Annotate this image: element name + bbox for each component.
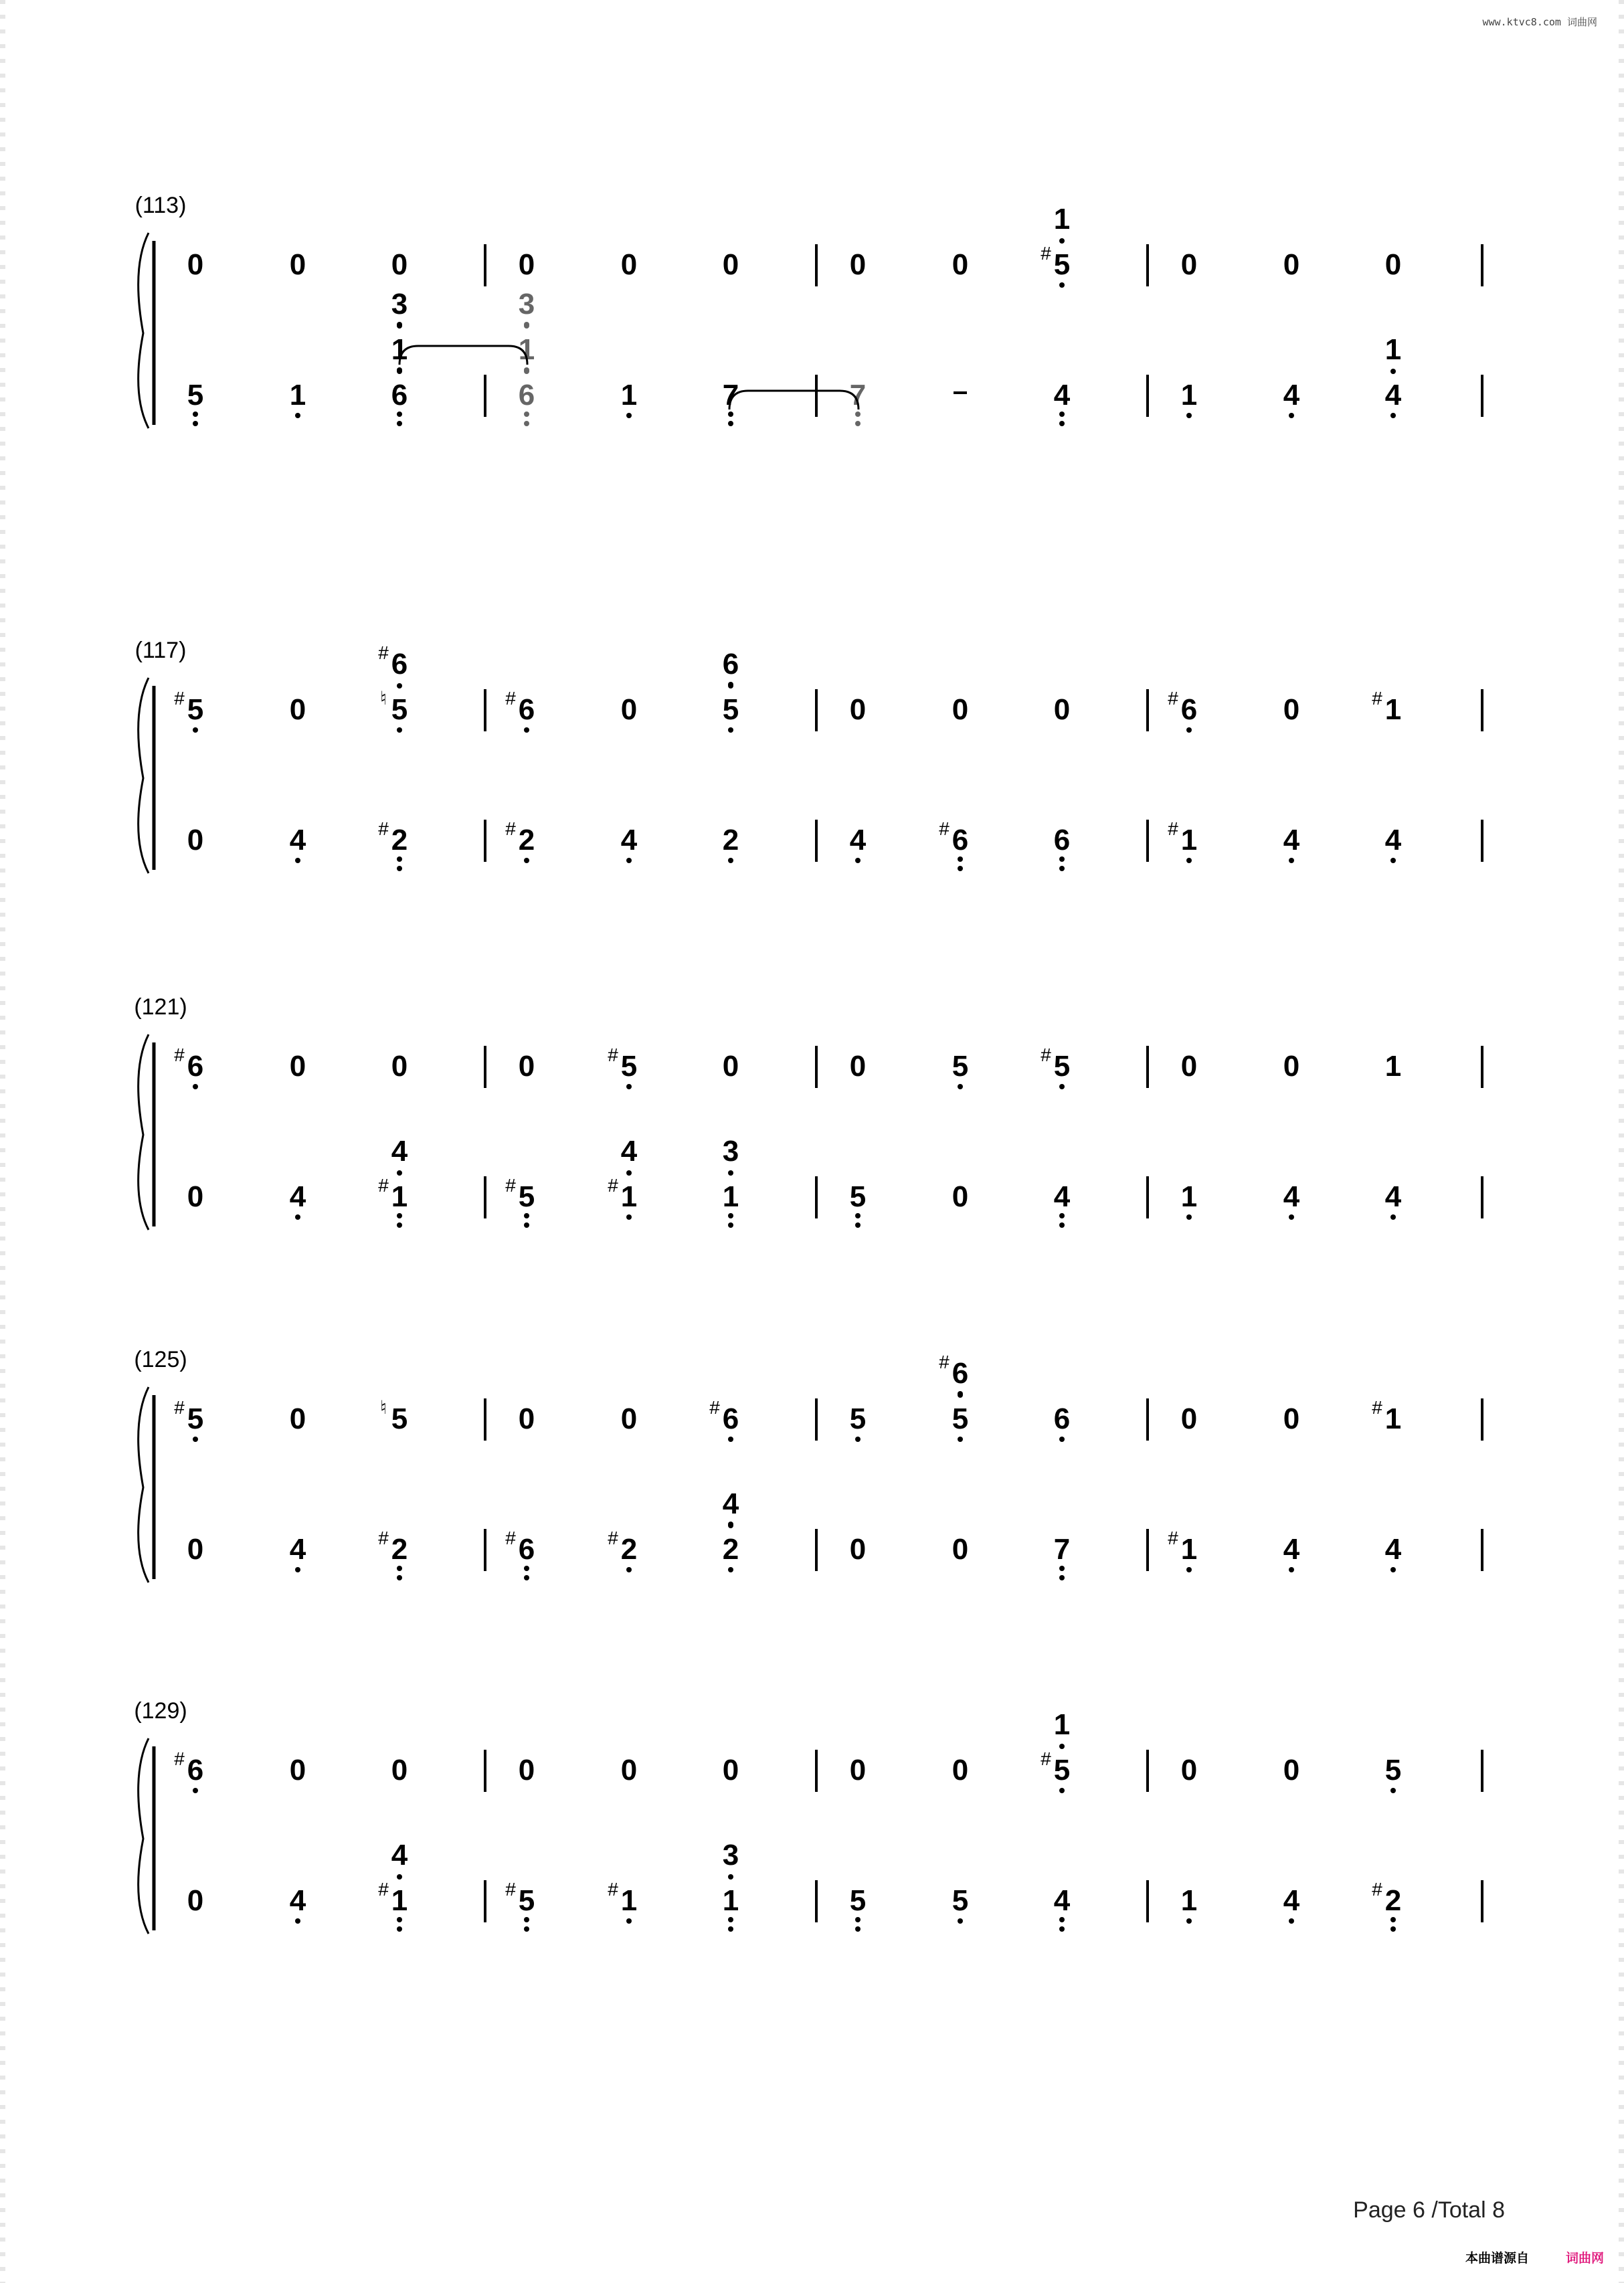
dot-below (1059, 866, 1065, 871)
upper-note-digit: 0 (518, 1050, 535, 1083)
upper-note-digit: 5 (722, 693, 739, 726)
lower-note-digit: 7 (849, 379, 867, 412)
dot-below (1059, 421, 1065, 426)
dot-below (626, 1084, 632, 1089)
accidental-mark: # (174, 1397, 185, 1418)
lower-note-digit: 4 (289, 824, 306, 856)
accidental-mark: # (378, 1879, 389, 1900)
lower-note-digit: 7 (722, 379, 739, 412)
dot-below (1059, 282, 1065, 288)
dot-below (295, 1567, 300, 1572)
upper-note-digit: 0 (1180, 248, 1198, 281)
dot-below (193, 412, 198, 417)
dot-below (1289, 413, 1294, 418)
dot-below (295, 413, 300, 418)
lower-note-digit: 3 (518, 288, 535, 321)
upper-note-digit: 0 (391, 248, 408, 281)
dot-below (295, 858, 300, 863)
lower-note-digit: 1 (1180, 1533, 1198, 1566)
lower-note-digit: 5 (849, 1180, 867, 1213)
lower-note-digit: 2 (391, 1533, 408, 1566)
upper-note-digit: 6 (722, 648, 739, 680)
upper-note-digit: 0 (620, 693, 638, 726)
upper-note-digit: 0 (849, 1050, 867, 1083)
dot-below (397, 727, 402, 733)
dot-below (397, 856, 402, 862)
dot-below (524, 1222, 529, 1228)
upper-note-digit: 0 (518, 1402, 535, 1435)
dot-below (1390, 858, 1396, 863)
lower-note-digit: 1 (620, 379, 638, 412)
accidental-mark: # (608, 1044, 618, 1065)
dot-below (397, 866, 402, 871)
upper-note-digit: 0 (289, 1754, 306, 1787)
dot-below (397, 1926, 402, 1932)
accidental-mark: # (1168, 688, 1178, 709)
lower-note-digit: 4 (1053, 379, 1071, 412)
upper-note-digit: 6 (391, 648, 408, 680)
footer-source-text: 本曲谱源自 (1465, 2252, 1530, 2266)
lower-note-digit: 1 (722, 1884, 739, 1917)
lower-note-digit: 0 (187, 1884, 204, 1917)
dot-above (1059, 238, 1065, 244)
upper-note-digit: 0 (1283, 693, 1300, 726)
lower-note-digit: 1 (391, 333, 408, 366)
accidental-mark: # (378, 1528, 389, 1548)
upper-note-digit: 0 (722, 1754, 739, 1787)
dot-below (1059, 856, 1065, 862)
accidental-mark: # (608, 1528, 618, 1548)
upper-note-digit: 6 (1180, 693, 1198, 726)
lower-note-digit: 6 (518, 1533, 535, 1566)
lower-note-digit: 2 (722, 824, 739, 856)
upper-note-digit: 0 (1384, 248, 1402, 281)
measure-number: (125) (134, 1347, 187, 1372)
upper-note-digit: 1 (1384, 1050, 1402, 1083)
lower-note-digit: 1 (1180, 379, 1198, 412)
dot-below (397, 1575, 402, 1580)
lower-note-digit: 4 (289, 1884, 306, 1917)
dot-above (728, 683, 733, 689)
upper-note-digit: 0 (518, 1754, 535, 1787)
dot-below (397, 1222, 402, 1228)
lower-note-digit: 5 (849, 1884, 867, 1917)
accidental-mark: # (174, 1748, 185, 1769)
upper-note-digit: 1 (1053, 1708, 1071, 1741)
accidental-mark: # (174, 688, 185, 709)
dot-below (1289, 1214, 1294, 1220)
dot-below (1186, 858, 1192, 863)
dot-below (728, 727, 733, 733)
site-url: www.ktvc8.com (1482, 16, 1561, 28)
upper-note-digit: 6 (518, 693, 535, 726)
dot-below (193, 1788, 198, 1793)
accidental-mark: # (939, 818, 950, 839)
dot-below (855, 1213, 861, 1218)
upper-note-digit: 0 (952, 248, 969, 281)
upper-note-digit: 0 (849, 693, 867, 726)
accidental-mark: # (939, 1352, 950, 1372)
dot-below (626, 858, 632, 863)
lower-note-digit: 2 (391, 824, 408, 856)
dot-below (1289, 1567, 1294, 1572)
accidental-mark: # (505, 1175, 516, 1196)
dot-below (855, 1437, 861, 1442)
lower-note-digit: 4 (391, 1839, 408, 1871)
dot-below (1059, 1788, 1065, 1793)
upper-note-digit: 1 (1384, 693, 1402, 726)
dot-below (524, 1566, 529, 1571)
accidental-mark: # (608, 1879, 618, 1900)
dot-above (397, 683, 402, 689)
dot-below (1059, 1575, 1065, 1580)
upper-note-digit: 0 (187, 248, 204, 281)
staff-brace (139, 1387, 149, 1582)
dot-below (1059, 1917, 1065, 1922)
lower-note-digit: 0 (187, 1180, 204, 1213)
dot-above (728, 1874, 733, 1880)
dot-above (524, 369, 529, 374)
dot-below (193, 421, 198, 426)
dot-below (1059, 1926, 1065, 1932)
dot-below (1390, 1788, 1396, 1793)
lower-note-digit: 4 (1283, 379, 1300, 412)
accidental-mark: # (1168, 1528, 1178, 1548)
accidental-mark: # (1168, 818, 1178, 839)
upper-note-digit: 1 (1384, 1402, 1402, 1435)
lower-note-digit: 0 (952, 1533, 969, 1566)
upper-note-digit: 0 (289, 248, 306, 281)
dot-above (397, 1170, 402, 1176)
dot-below (728, 1917, 733, 1922)
upper-note-digit: 0 (620, 1754, 638, 1787)
upper-note-digit: 0 (1180, 1402, 1198, 1435)
dot-below (1059, 1222, 1065, 1228)
lower-note-digit: 5 (187, 379, 204, 412)
upper-note-digit: 0 (1180, 1754, 1198, 1787)
dot-below (397, 1917, 402, 1922)
dot-below (397, 412, 402, 417)
dot-below (524, 412, 529, 417)
accidental-mark: # (1041, 1044, 1051, 1065)
measure-number: (117) (134, 638, 187, 663)
dot-below (1390, 1214, 1396, 1220)
lower-note-digit: 1 (391, 1884, 408, 1917)
lower-note-digit: 4 (289, 1533, 306, 1566)
lower-note-digit: 1 (391, 1180, 408, 1213)
upper-note-digit: 0 (1283, 1050, 1300, 1083)
dot-below (1390, 1926, 1396, 1932)
upper-note-digit: 5 (849, 1402, 867, 1435)
lower-note-digit: 0 (187, 824, 204, 856)
upper-note-digit: 0 (952, 1754, 969, 1787)
upper-note-digit: 0 (289, 1402, 306, 1435)
upper-note-digit: 0 (1283, 1402, 1300, 1435)
dot-below (855, 1926, 861, 1932)
upper-note-digit: 0 (391, 1754, 408, 1787)
upper-note-digit: 5 (1053, 1050, 1071, 1083)
dot-below (1059, 1213, 1065, 1218)
dot-below (626, 413, 632, 418)
dot-below (855, 1917, 861, 1922)
dot-below (524, 1213, 529, 1218)
lower-note-digit: 5 (518, 1884, 535, 1917)
upper-note-digit: 5 (391, 1402, 408, 1435)
lower-note-digit: 3 (391, 288, 408, 321)
accidental-mark: # (608, 1175, 618, 1196)
lower-note-digit: 0 (849, 1533, 867, 1566)
upper-note-digit: 0 (1053, 693, 1071, 726)
accidental-mark: # (505, 1879, 516, 1900)
lower-note-digit: 1 (518, 333, 535, 366)
dot-below (524, 1926, 529, 1932)
lower-note-digit: 4 (849, 824, 867, 856)
dot-below (295, 1214, 300, 1220)
lower-note-digit: 4 (289, 1180, 306, 1213)
upper-note-digit: 5 (1053, 248, 1071, 281)
site-brand: 词曲网 (1566, 16, 1597, 28)
upper-note-digit: 0 (849, 1754, 867, 1787)
lower-note-digit: 0 (952, 1180, 969, 1213)
lower-note-digit: 1 (1180, 1884, 1198, 1917)
dot-below (958, 1918, 963, 1924)
upper-note-digit: 0 (518, 248, 535, 281)
upper-note-digit: 1 (1053, 203, 1071, 236)
dot-below (728, 1567, 733, 1572)
dot-below (626, 1918, 632, 1924)
upper-note-digit: 0 (722, 248, 739, 281)
upper-note-digit: 0 (1283, 1754, 1300, 1787)
dot-above (728, 1523, 733, 1528)
dot-below (958, 1084, 963, 1089)
lower-note-digit: 5 (518, 1180, 535, 1213)
dot-below (1390, 413, 1396, 418)
upper-note-digit: 5 (620, 1050, 638, 1083)
dot-below (855, 1222, 861, 1228)
upper-note-digit: 5 (391, 693, 408, 726)
lower-note-digit: 1 (1384, 333, 1402, 366)
dot-below (1186, 1567, 1192, 1572)
dot-below (397, 1213, 402, 1218)
staff-brace (139, 1034, 149, 1230)
lower-note-digit: 4 (1283, 1533, 1300, 1566)
accidental-mark: # (1041, 1748, 1051, 1769)
lower-note-digit: 1 (1180, 824, 1198, 856)
dot-below (1186, 413, 1192, 418)
dot-above (958, 1392, 963, 1398)
dot-above (524, 323, 529, 329)
accidental-mark: # (1372, 1397, 1382, 1418)
lower-note-digit: 6 (952, 824, 969, 856)
accidental-mark: # (505, 1528, 516, 1548)
dot-below (524, 1917, 529, 1922)
lower-note-digit: 4 (1283, 1884, 1300, 1917)
dot-below (1186, 727, 1192, 733)
dot-below (1186, 1918, 1192, 1924)
dot-below (855, 858, 861, 863)
lower-note-digit: 2 (1384, 1884, 1402, 1917)
accidental-mark: # (505, 688, 516, 709)
footer-brand: 词曲网 (1566, 2252, 1605, 2266)
accidental-mark: # (378, 642, 389, 663)
lower-note-digit: 5 (952, 1884, 969, 1917)
lower-note-digit: 4 (1283, 824, 1300, 856)
dot-above (626, 1170, 632, 1176)
accidental-mark: # (378, 1175, 389, 1196)
dot-below (626, 1567, 632, 1572)
lower-note-digit: 4 (1053, 1180, 1071, 1213)
dot-below (524, 421, 529, 426)
page-number: Page 6 /Total 8 (1353, 2197, 1505, 2223)
dot-below (524, 727, 529, 733)
accidental-mark: # (378, 818, 389, 839)
dot-below (626, 1214, 632, 1220)
upper-note-digit: 5 (1384, 1754, 1402, 1787)
dot-below (1390, 1567, 1396, 1572)
lower-note-digit: 1 (620, 1884, 638, 1917)
lower-note-digit: 4 (1384, 379, 1402, 412)
upper-note-digit: 5 (952, 1050, 969, 1083)
accidental-mark: # (709, 1397, 720, 1418)
accidental-mark: # (1372, 1879, 1382, 1900)
lower-note-digit: 4 (620, 1135, 638, 1168)
dot-below (524, 1575, 529, 1580)
lower-note-digit: 2 (620, 1533, 638, 1566)
lower-note-digit: 1 (722, 1180, 739, 1213)
dot-below (1186, 1214, 1192, 1220)
upper-note-digit: 0 (391, 1050, 408, 1083)
upper-note-digit: 0 (1180, 1050, 1198, 1083)
lower-note-digit: 4 (1384, 1533, 1402, 1566)
lower-note-digit: 6 (518, 379, 535, 412)
lower-note-digit: 1 (289, 379, 306, 412)
upper-note-digit: 6 (1053, 1402, 1071, 1435)
dot-below (728, 1222, 733, 1228)
lower-note-digit: 4 (722, 1487, 739, 1520)
upper-note-digit: 6 (722, 1402, 739, 1435)
staff-brace (139, 1738, 149, 1934)
lower-note-digit: 6 (1053, 824, 1071, 856)
tie-arc (729, 391, 859, 409)
lower-note-digit: 3 (722, 1839, 739, 1871)
upper-note-digit: 5 (187, 693, 204, 726)
accidental-mark: ♮ (379, 688, 387, 709)
measure-number: (129) (134, 1698, 187, 1724)
dot-below (193, 1084, 198, 1089)
dot-below (1059, 1566, 1065, 1571)
dot-below (1059, 1084, 1065, 1089)
lower-note-digit: 4 (1384, 1180, 1402, 1213)
dot-below (193, 727, 198, 733)
dot-below (958, 1437, 963, 1442)
upper-note-digit: 0 (1283, 248, 1300, 281)
lower-note-digit: 4 (620, 824, 638, 856)
dot-below (397, 421, 402, 426)
dot-below (728, 858, 733, 863)
tie-arc (399, 346, 527, 365)
dot-below (1059, 412, 1065, 417)
lower-note-digit: 1 (620, 1180, 638, 1213)
dot-below (1289, 858, 1294, 863)
dot-above (397, 1874, 402, 1880)
lower-note-digit: 4 (1283, 1180, 1300, 1213)
dot-above (397, 369, 402, 374)
dot-below (1289, 1918, 1294, 1924)
lower-note-digit: 2 (518, 824, 535, 856)
measure-number: (121) (134, 994, 187, 1020)
staff-brace (139, 678, 149, 873)
staff-brace (139, 233, 149, 428)
dot-below (524, 858, 529, 863)
dot-below (855, 412, 861, 417)
lower-note-digit: 1 (1180, 1180, 1198, 1213)
dot-below (1059, 1437, 1065, 1442)
upper-note-digit: 0 (620, 1402, 638, 1435)
accidental-mark: # (1372, 688, 1382, 709)
lower-note-digit: 2 (722, 1533, 739, 1566)
dot-above (397, 323, 402, 329)
upper-note-digit: 5 (952, 1402, 969, 1435)
dot-above (1059, 1744, 1065, 1749)
accidental-mark: # (1041, 243, 1051, 264)
upper-note-digit: 0 (722, 1050, 739, 1083)
dot-below (728, 1926, 733, 1932)
accidental-mark: # (505, 818, 516, 839)
upper-note-digit: 5 (187, 1402, 204, 1435)
dot-below (958, 866, 963, 871)
dot-below (1390, 1917, 1396, 1922)
dot-below (728, 1213, 733, 1218)
dot-below (295, 1918, 300, 1924)
lower-note-digit: 6 (391, 379, 408, 412)
upper-note-digit: 0 (289, 693, 306, 726)
upper-note-digit: 0 (952, 693, 969, 726)
dot-below (855, 421, 861, 426)
lower-note-digit: 3 (722, 1135, 739, 1168)
upper-note-digit: 6 (187, 1050, 204, 1083)
lower-note-digit: 4 (391, 1135, 408, 1168)
dot-below (728, 1437, 733, 1442)
lower-note-digit: 0 (187, 1533, 204, 1566)
upper-note-digit: 0 (849, 248, 867, 281)
dot-above (1390, 369, 1396, 374)
measure-number: (113) (134, 193, 187, 218)
upper-note-digit: 5 (1053, 1754, 1071, 1787)
dot-below (958, 856, 963, 862)
lower-note-digit: 4 (1053, 1884, 1071, 1917)
dot-above (728, 1170, 733, 1176)
dot-below (728, 412, 733, 417)
dot-below (397, 1566, 402, 1571)
dot-below (728, 421, 733, 426)
upper-note-digit: 6 (187, 1754, 204, 1787)
upper-note-digit: 6 (952, 1357, 969, 1390)
lower-note-digit: 7 (1053, 1533, 1071, 1566)
upper-note-digit: 0 (289, 1050, 306, 1083)
accidental-mark: # (174, 1044, 185, 1065)
lower-note-digit: 4 (1384, 824, 1402, 856)
dot-below (193, 1437, 198, 1442)
accidental-mark: ♮ (379, 1397, 387, 1418)
upper-note-digit: 0 (620, 248, 638, 281)
